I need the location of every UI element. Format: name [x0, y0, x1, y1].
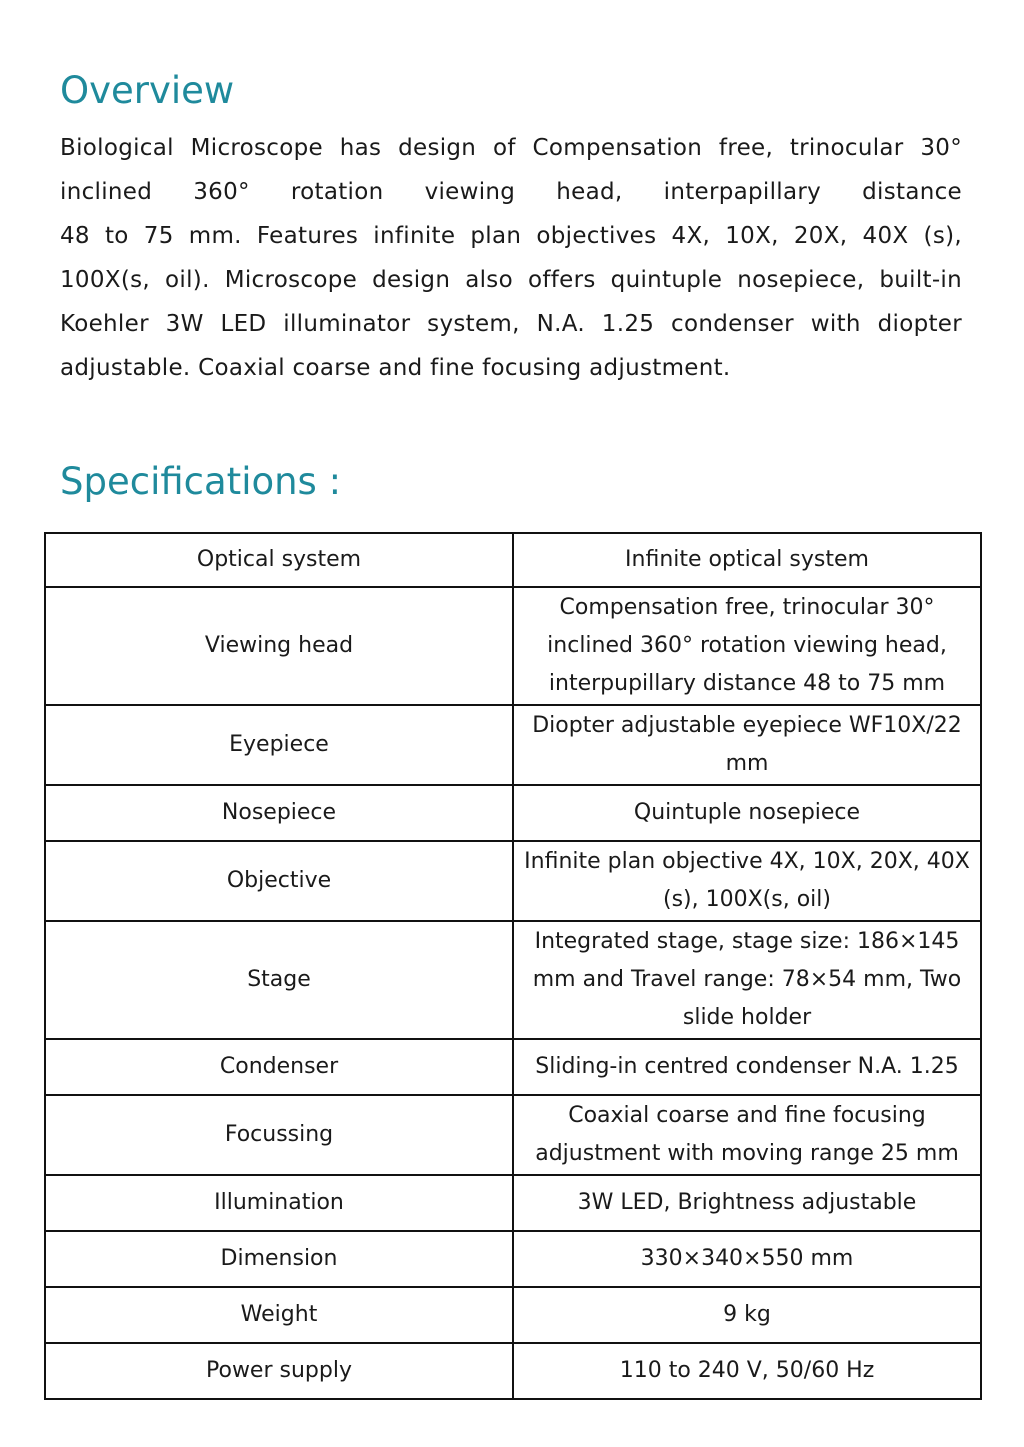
spec-value: Infinite optical system: [513, 533, 981, 587]
spec-row-stage: [45, 921, 981, 1039]
spec-value: Diopter adjustable eyepiece WF10X/22 mm: [513, 705, 981, 785]
spec-row-focussing: [45, 1095, 981, 1175]
spec-row-optical-system: [45, 533, 981, 587]
spec-label: Optical system: [45, 533, 513, 587]
specifications-heading: Specifications :: [60, 460, 342, 503]
spec-value: 3W LED, Brightness adjustable: [513, 1175, 981, 1231]
spec-row-condenser: [45, 1039, 981, 1095]
specifications-table: [44, 532, 982, 1400]
spec-value: Coaxial coarse and fine focusing adjustment with moving range 25 mm: [513, 1095, 981, 1175]
spec-label: Stage: [45, 921, 513, 1039]
spec-label: Dimension: [45, 1231, 513, 1287]
spec-row-dimension: [45, 1231, 981, 1287]
spec-label: Viewing head: [45, 587, 513, 705]
spec-label: Power supply: [45, 1343, 513, 1399]
overview-heading: Overview: [60, 69, 235, 112]
spec-value: 330×340×550 mm: [513, 1231, 981, 1287]
spec-row-nosepiece: [45, 785, 981, 841]
spec-row-weight: [45, 1287, 981, 1343]
spec-row-viewing-head: [45, 587, 981, 705]
spec-row-illumination: [45, 1175, 981, 1231]
spec-label: Objective: [45, 841, 513, 921]
spec-value: Sliding-in centred condenser N.A. 1.25: [513, 1039, 981, 1095]
spec-label: Condenser: [45, 1039, 513, 1095]
overview-paragraph-1: Biological Microscope has design of Compensation free, trinocular 30° inclined 360° rotation viewing head, interpapillary distance: [60, 135, 962, 205]
spec-value: 110 to 240 V, 50/60 Hz: [513, 1343, 981, 1399]
spec-label: Weight: [45, 1287, 513, 1343]
spec-row-objective: [45, 841, 981, 921]
spec-value: Quintuple nosepiece: [513, 785, 981, 841]
spec-value: Integrated stage, stage size: 186×145 mm and Travel range: 78×54 mm, Two slide holder: [513, 921, 981, 1039]
overview-text: [60, 126, 962, 390]
spec-value: 9 kg: [513, 1287, 981, 1343]
spec-label: Nosepiece: [45, 785, 513, 841]
spec-label: Eyepiece: [45, 705, 513, 785]
spec-label: Focussing: [45, 1095, 513, 1175]
spec-value: Compensation free, trinocular 30° inclined 360° rotation viewing head, interpupillary distance 48 to 75 mm: [513, 587, 981, 705]
spec-label: Illumination: [45, 1175, 513, 1231]
spec-value: Infinite plan objective 4X, 10X, 20X, 40X (s), 100X(s, oil): [513, 841, 981, 921]
spec-row-eyepiece: [45, 705, 981, 785]
spec-row-power-supply: [45, 1343, 981, 1399]
overview-paragraph-2: 48 to 75 mm. Features infinite plan objectives 4X, 10X, 20X, 40X (s), 100X(s, oil). Microscope design also offers quintuple nosepiece, built-in Koehler 3W LED illuminator system, N.A. 1.25 condenser with diopter adjustable. Coaxial coarse and fine focusing adjustment.: [60, 223, 962, 381]
